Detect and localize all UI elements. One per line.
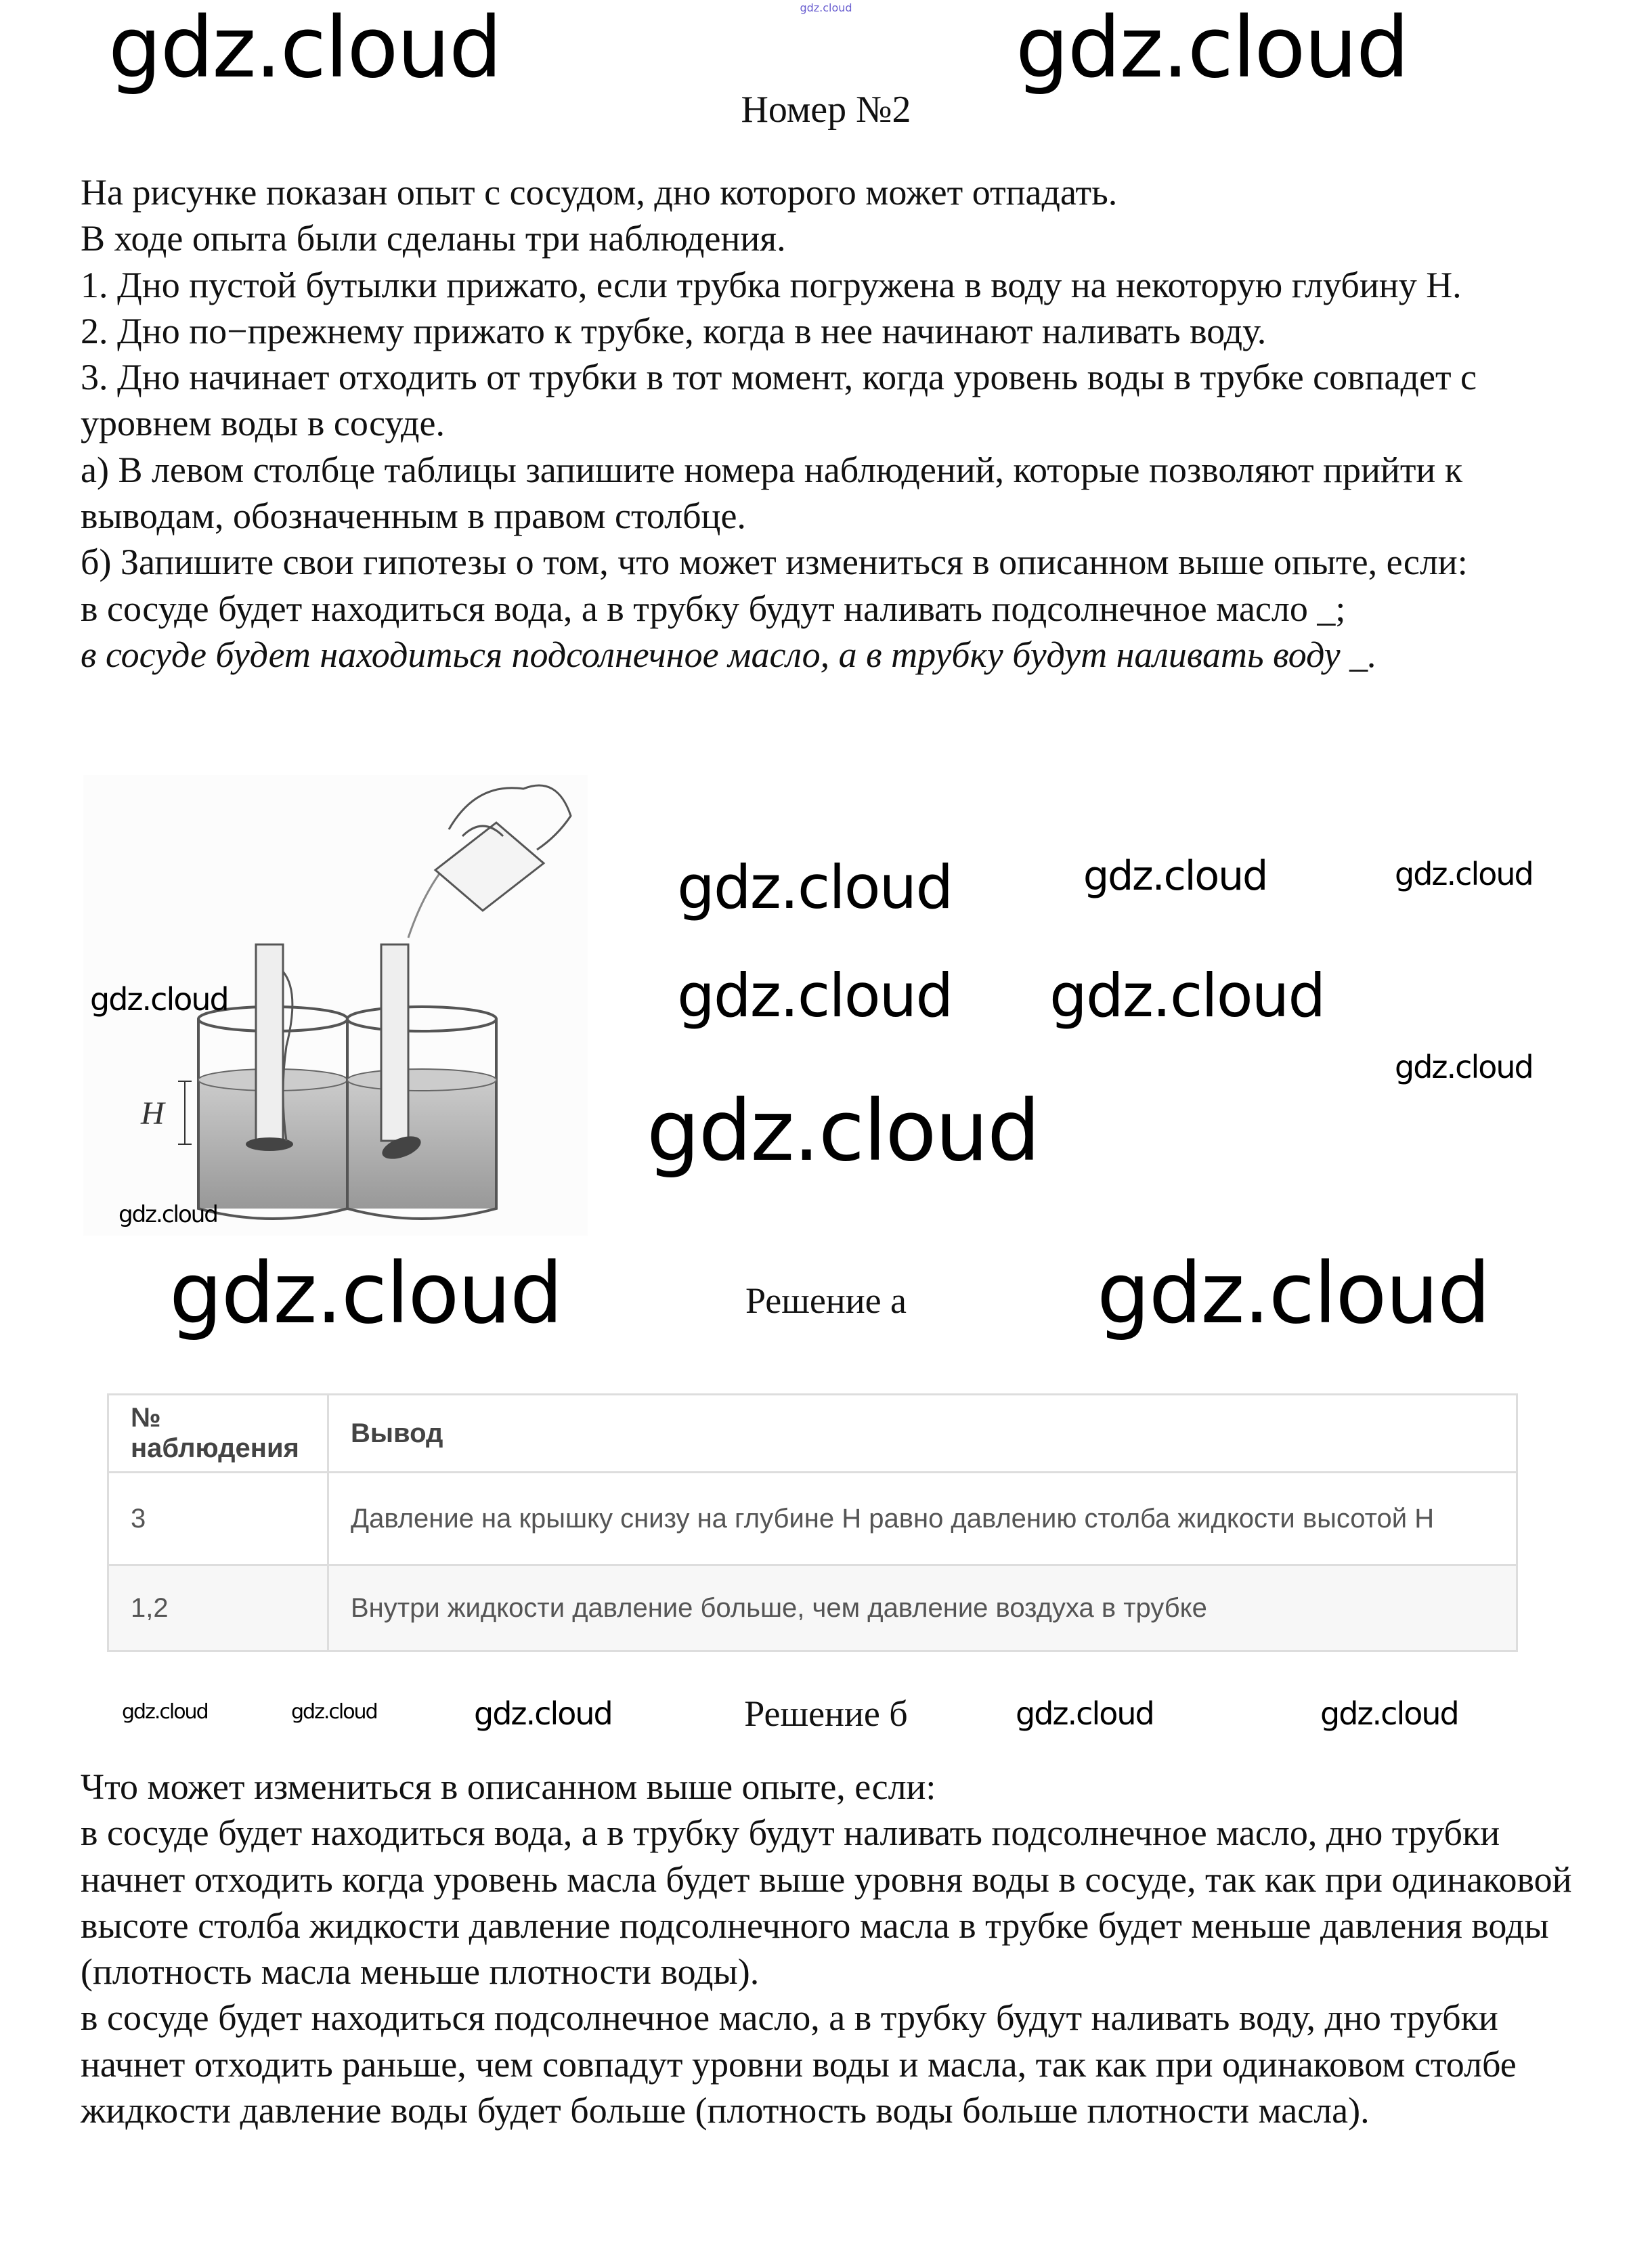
cell-conclusion: Давление на крышку снизу на глубине H равно давлению столба жидкости высотой H bbox=[328, 1473, 1517, 1565]
watermark: gdz.cloud bbox=[1016, 1695, 1154, 1732]
page-title: Номер №2 bbox=[741, 89, 911, 131]
depth-label: H bbox=[141, 1095, 165, 1131]
right-beaker bbox=[347, 870, 496, 1219]
watermark: gdz.cloud bbox=[1049, 961, 1325, 1030]
task-line: В ходе опыта были сделаны три наблюдения. bbox=[81, 218, 786, 259]
task-line: 2. Дно по−прежнему прижато к трубке, когда в нее начинают наливать воду. bbox=[81, 310, 1267, 351]
top-watermark: gdz.cloud bbox=[800, 1, 852, 14]
watermark: gdz.cloud bbox=[647, 1083, 1039, 1180]
watermark: gdz.cloud bbox=[677, 852, 953, 922]
watermark: gdz.cloud bbox=[169, 1245, 562, 1343]
watermark: gdz.cloud bbox=[1016, 0, 1408, 97]
depth-marker bbox=[140, 1081, 192, 1144]
solution-a-heading: Решение а bbox=[745, 1280, 907, 1321]
table-row bbox=[108, 1473, 1517, 1565]
cell-observation: 1,2 bbox=[108, 1565, 328, 1651]
watermark: gdz.cloud bbox=[474, 1695, 612, 1732]
header-observation: № наблюдения bbox=[108, 1395, 328, 1473]
task-line: На рисунке показан опыт с сосудом, дно которого может отпадать. bbox=[81, 172, 1118, 213]
table-header-row bbox=[108, 1395, 1517, 1473]
task-line: б) Запишите свои гипотезы о том, что может измениться в описанном выше опыте, если: bbox=[81, 542, 1468, 583]
watermark: gdz.cloud bbox=[118, 1201, 217, 1228]
solution-b-heading: Решение б bbox=[744, 1693, 908, 1734]
solution-b-text bbox=[81, 1764, 1590, 2133]
hand-pouring-icon bbox=[435, 785, 571, 911]
watermark: gdz.cloud bbox=[677, 961, 953, 1030]
solution-line: в сосуде будет находиться подсолнечное масло, а в трубку будут наливать воду, дно трубки начнет отходить раньше, чем совпадут уровни воды и масла, так как при одинаковом столбе жидкости давление воды будет больше (плотность воды больше плотности масла). bbox=[81, 1997, 1517, 2131]
table-row bbox=[108, 1565, 1517, 1651]
solution-line: в сосуде будет находиться вода, а в трубку будут наливать подсолнечное масло, дно трубки начнет отходить когда уровень масла будет выше уровня воды в сосуде, так как при одинаковой высоте столба жидкости давление подсолнечного масла в трубке будет меньше давления воды (плотность масла меньше плотности воды). bbox=[81, 1812, 1572, 1993]
watermark: gdz.cloud bbox=[122, 1700, 208, 1724]
solution-line: Что может измениться в описанном выше опыте, если: bbox=[81, 1766, 936, 1807]
task-text bbox=[81, 169, 1590, 678]
watermark: gdz.cloud bbox=[1097, 1245, 1490, 1343]
task-line: 1. Дно пустой бутылки прижато, если трубка погружена в воду на некоторую глубину H. bbox=[81, 264, 1462, 305]
task-line-italic: в сосуде будет находиться подсолнечное масло, а в трубку будут наливать воду _. bbox=[81, 634, 1377, 675]
task-line: в сосуде будет находиться вода, а в трубку будут наливать подсолнечное масло _; bbox=[81, 588, 1346, 629]
header-conclusion: Вывод bbox=[328, 1395, 1517, 1473]
watermark: gdz.cloud bbox=[1083, 852, 1267, 900]
observations-table bbox=[107, 1393, 1518, 1652]
watermark: gdz.cloud bbox=[108, 0, 501, 97]
watermark: gdz.cloud bbox=[1395, 856, 1533, 892]
task-line: 3. Дно начинает отходить от трубки в тот момент, когда уровень воды в трубке совпадет с уровнем воды в сосуде. bbox=[81, 357, 1477, 444]
cell-observation: 3 bbox=[108, 1473, 328, 1565]
task-line: а) В левом столбце таблицы запишите номера наблюдений, которые позволяют прийти к выводам, обозначенным в правом столбце. bbox=[81, 449, 1463, 537]
watermark: gdz.cloud bbox=[90, 981, 228, 1018]
watermark: gdz.cloud bbox=[1395, 1049, 1533, 1085]
watermark: gdz.cloud bbox=[1320, 1695, 1458, 1732]
cell-conclusion: Внутри жидкости давление больше, чем давление воздуха в трубке bbox=[328, 1565, 1517, 1651]
watermark: gdz.cloud bbox=[291, 1700, 377, 1724]
